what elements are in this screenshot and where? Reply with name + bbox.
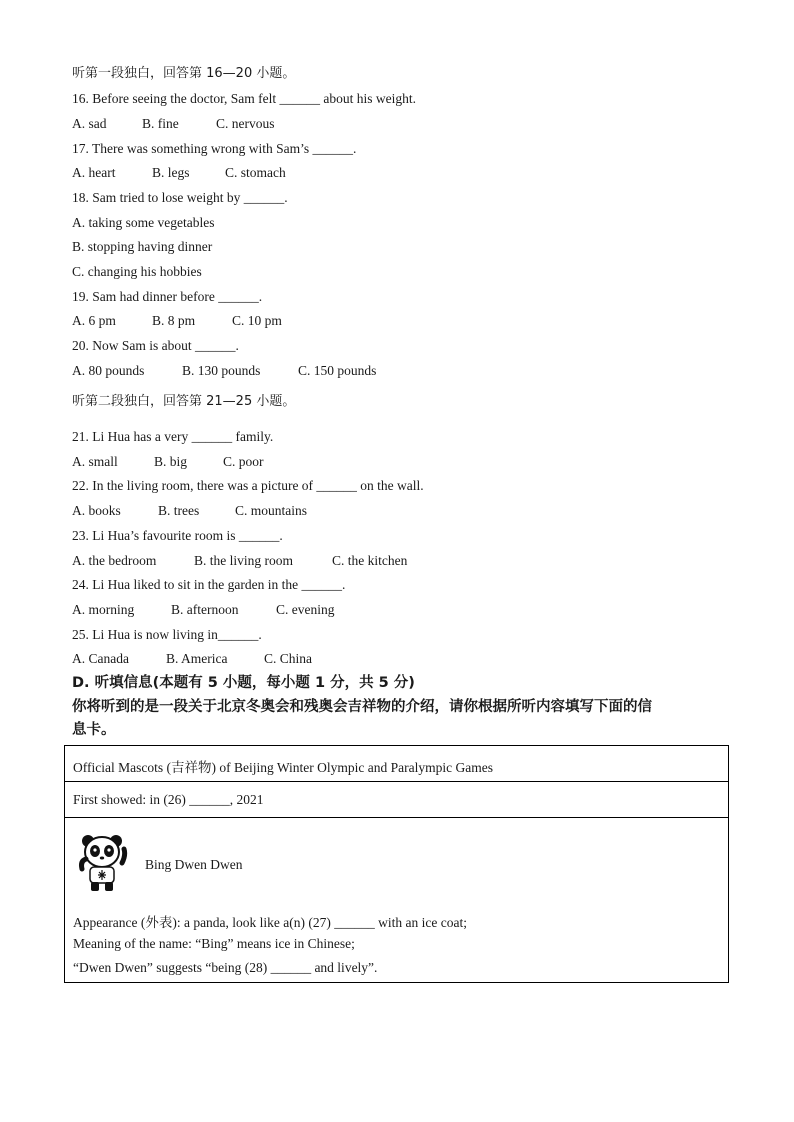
question-16: 16. Before seeing the doctor, Sam felt ______ about his weight.	[72, 91, 417, 106]
meaning-text: Meaning of the name: “Bing” means ice in Chinese;	[73, 936, 355, 951]
question-24: 24. Li Hua liked to sit in the garden in the ______.	[72, 577, 346, 592]
option-a: A. heart	[72, 165, 116, 180]
option-c: C. nervous	[216, 116, 275, 131]
option-b: B. afternoon	[171, 602, 239, 617]
option-a: A. small	[72, 454, 118, 469]
option-c: C. evening	[276, 602, 335, 617]
option-b: B. the living room	[194, 553, 293, 568]
option-c: C. poor	[223, 454, 264, 469]
option-a: A. sad	[72, 116, 107, 131]
option-c: C. stomach	[225, 165, 286, 180]
card-title-row	[65, 746, 728, 782]
question-20: 20. Now Sam is about ______.	[72, 338, 239, 353]
option-a: A. taking some vegetables	[72, 215, 215, 230]
question-17: 17. There was something wrong with Sam’s ______.	[72, 141, 357, 156]
appearance-text: Appearance (外表): a panda, look like a(n) (27) ______ with an ice coat;	[73, 915, 467, 930]
option-b: B. big	[154, 454, 188, 469]
option-a: A. books	[72, 503, 121, 518]
question-21: 21. Li Hua has a very ______ family.	[72, 429, 274, 444]
info-card	[64, 745, 729, 983]
option-b: B. 8 pm	[152, 313, 196, 328]
option-c: C. 10 pm	[232, 313, 282, 328]
card-title: Official Mascots (吉祥物) of Beijing Winter Olympic and Paralympic Games	[73, 760, 493, 775]
option-b: B. 130 pounds	[182, 363, 261, 378]
option-a: A. 80 pounds	[72, 363, 145, 378]
option-a: A. morning	[72, 602, 135, 617]
option-c: C. changing his hobbies	[72, 264, 202, 279]
option-c: C. the kitchen	[332, 553, 408, 568]
question-22: 22. In the living room, there was a picture of ______ on the wall.	[72, 478, 424, 493]
option-b: B. legs	[152, 165, 190, 180]
section2-title: 听第二段独白，回答第 21—25 小题。	[72, 394, 296, 409]
option-c: C. China	[264, 651, 313, 666]
suggests-text: “Dwen Dwen” suggests “being (28) ______ and lively”.	[73, 960, 378, 975]
option-b: B. fine	[142, 116, 179, 131]
part-d-instruction: 你将听到的是一段关于北京冬奥会和残奥会吉祥物的介绍，请你根据所听内容填写下面的信	[72, 699, 652, 715]
option-a: A. 6 pm	[72, 313, 116, 328]
section1-title: 听第一段独白，回答第 16—20 小题。	[72, 66, 296, 81]
mascot-name: Bing Dwen Dwen	[145, 857, 243, 872]
option-a: A. Canada	[72, 651, 129, 666]
first-showed-text: First showed: in (26) ______, 2021	[73, 792, 264, 807]
panda-mascot-icon	[78, 833, 128, 893]
option-c: C. 150 pounds	[298, 363, 377, 378]
first-showed-row	[65, 781, 728, 818]
option-b: B. stopping having dinner	[72, 239, 213, 254]
question-25: 25. Li Hua is now living in______.	[72, 627, 262, 642]
option-a: A. the bedroom	[72, 553, 157, 568]
part-d-heading: D. 听填信息(本题有 5 小题，每小题 1 分，共 5 分)	[72, 675, 415, 691]
option-b: B. America	[166, 651, 228, 666]
part-d-instruction-cont: 息卡。	[72, 722, 116, 738]
option-c: C. mountains	[235, 503, 308, 518]
option-b: B. trees	[158, 503, 200, 518]
question-18: 18. Sam tried to lose weight by ______.	[72, 190, 288, 205]
question-19: 19. Sam had dinner before ______.	[72, 289, 263, 304]
question-23: 23. Li Hua’s favourite room is ______.	[72, 528, 283, 543]
